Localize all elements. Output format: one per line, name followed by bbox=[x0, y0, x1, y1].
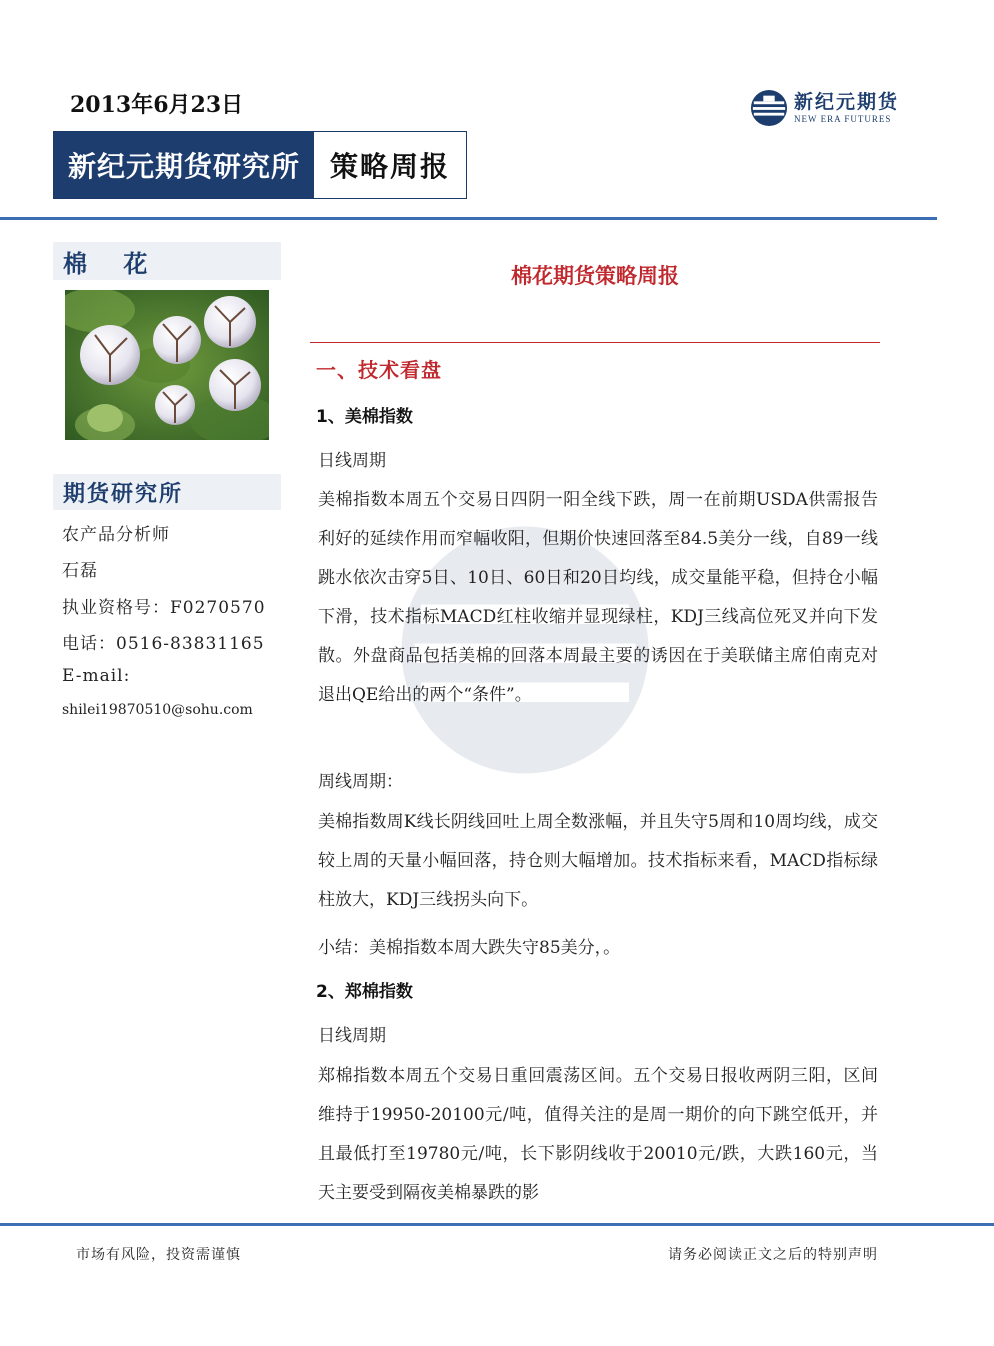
company-logo bbox=[750, 88, 920, 128]
cotton-photo bbox=[65, 290, 269, 440]
subheading-us-index: 1、美棉指数 bbox=[316, 407, 413, 427]
report-title: 棉花期货策略周报 bbox=[511, 264, 679, 288]
analyst-name: 石磊 bbox=[62, 561, 98, 581]
header-divider bbox=[0, 217, 937, 220]
analyst-phone: 电话：0516-83831165 bbox=[62, 634, 265, 654]
sidebar-commodity-box bbox=[53, 240, 281, 280]
cotton-bolls-icon bbox=[65, 290, 269, 440]
us-daily-label: 日线周期 bbox=[318, 451, 386, 471]
institute-name: 新纪元期货研究所 bbox=[54, 132, 314, 198]
logo-mark-icon bbox=[750, 89, 788, 127]
footer-divider bbox=[0, 1223, 994, 1226]
logo-text-cn: 新纪元期货 bbox=[794, 91, 900, 113]
header-banner bbox=[53, 131, 467, 199]
footer-risk-notice: 市场有风险，投资需谨慎 bbox=[76, 1247, 241, 1263]
report-date: 2013年6月23日 bbox=[70, 92, 244, 118]
analyst-email-label: E-mail: bbox=[62, 666, 131, 686]
analyst-email[interactable]: shilei19870510@sohu.com bbox=[62, 702, 253, 718]
zz-daily-label: 日线周期 bbox=[318, 1026, 386, 1046]
us-weekly-label: 周线周期： bbox=[318, 772, 403, 792]
us-summary: 小结：美棉指数本周大跌失守85美分，。 bbox=[318, 938, 621, 958]
analyst-role: 农产品分析师 bbox=[62, 525, 170, 545]
department-label: 期货研究所 bbox=[63, 481, 184, 507]
analyst-license: 执业资格号：F0270570 bbox=[62, 598, 266, 618]
subheading-zz-index: 2、郑棉指数 bbox=[316, 982, 413, 1002]
section-heading: 一、技术看盘 bbox=[316, 358, 442, 382]
commodity-label: 棉 花 bbox=[63, 249, 162, 278]
us-weekly-paragraph: 美棉指数周K线长阴线回吐上周全数涨幅，并且失守5周和10周均线，成交较上周的天量小幅回落，持仓则大幅增加。技术指标来看，MACD指标绿柱放大，KDJ三线拐头向下。 bbox=[318, 812, 878, 910]
zz-daily-paragraph: 郑棉指数本周五个交易日重回震荡区间。五个交易日报收两阴三阳，区间维持于19950-20100元/吨，值得关注的是周一期价的向下跳空低开，并且最低打至19780元/吨，长下影阴线收于20010元/跌，大跌160元，当天主要受到隔夜美棉暴跌的影 bbox=[318, 1066, 878, 1203]
footer-disclaimer: 请务必阅读正文之后的特别声明 bbox=[668, 1247, 878, 1263]
logo-text-en: NEW ERA FUTURES bbox=[794, 114, 892, 124]
sidebar-department-box bbox=[53, 474, 281, 510]
title-divider bbox=[310, 342, 880, 343]
report-type: 策略周报 bbox=[329, 150, 450, 183]
us-daily-paragraph: 美棉指数本周五个交易日四阴一阳全线下跌，周一在前期USDA供需报告利好的延续作用而窄幅收阳，但期价快速回落至84.5美分一线，自89一线跳水依次击穿5日、10日、60日和20日均线，成交量能平稳，但持仓小幅下滑，技术指标MACD红柱收缩并显现绿柱，KDJ三线高位死叉并向下发散。外盘商品包括美棉的回落本周最主要的诱因在于美联储主席伯南克对退出QE给出的两个“条件”。 bbox=[318, 490, 878, 705]
